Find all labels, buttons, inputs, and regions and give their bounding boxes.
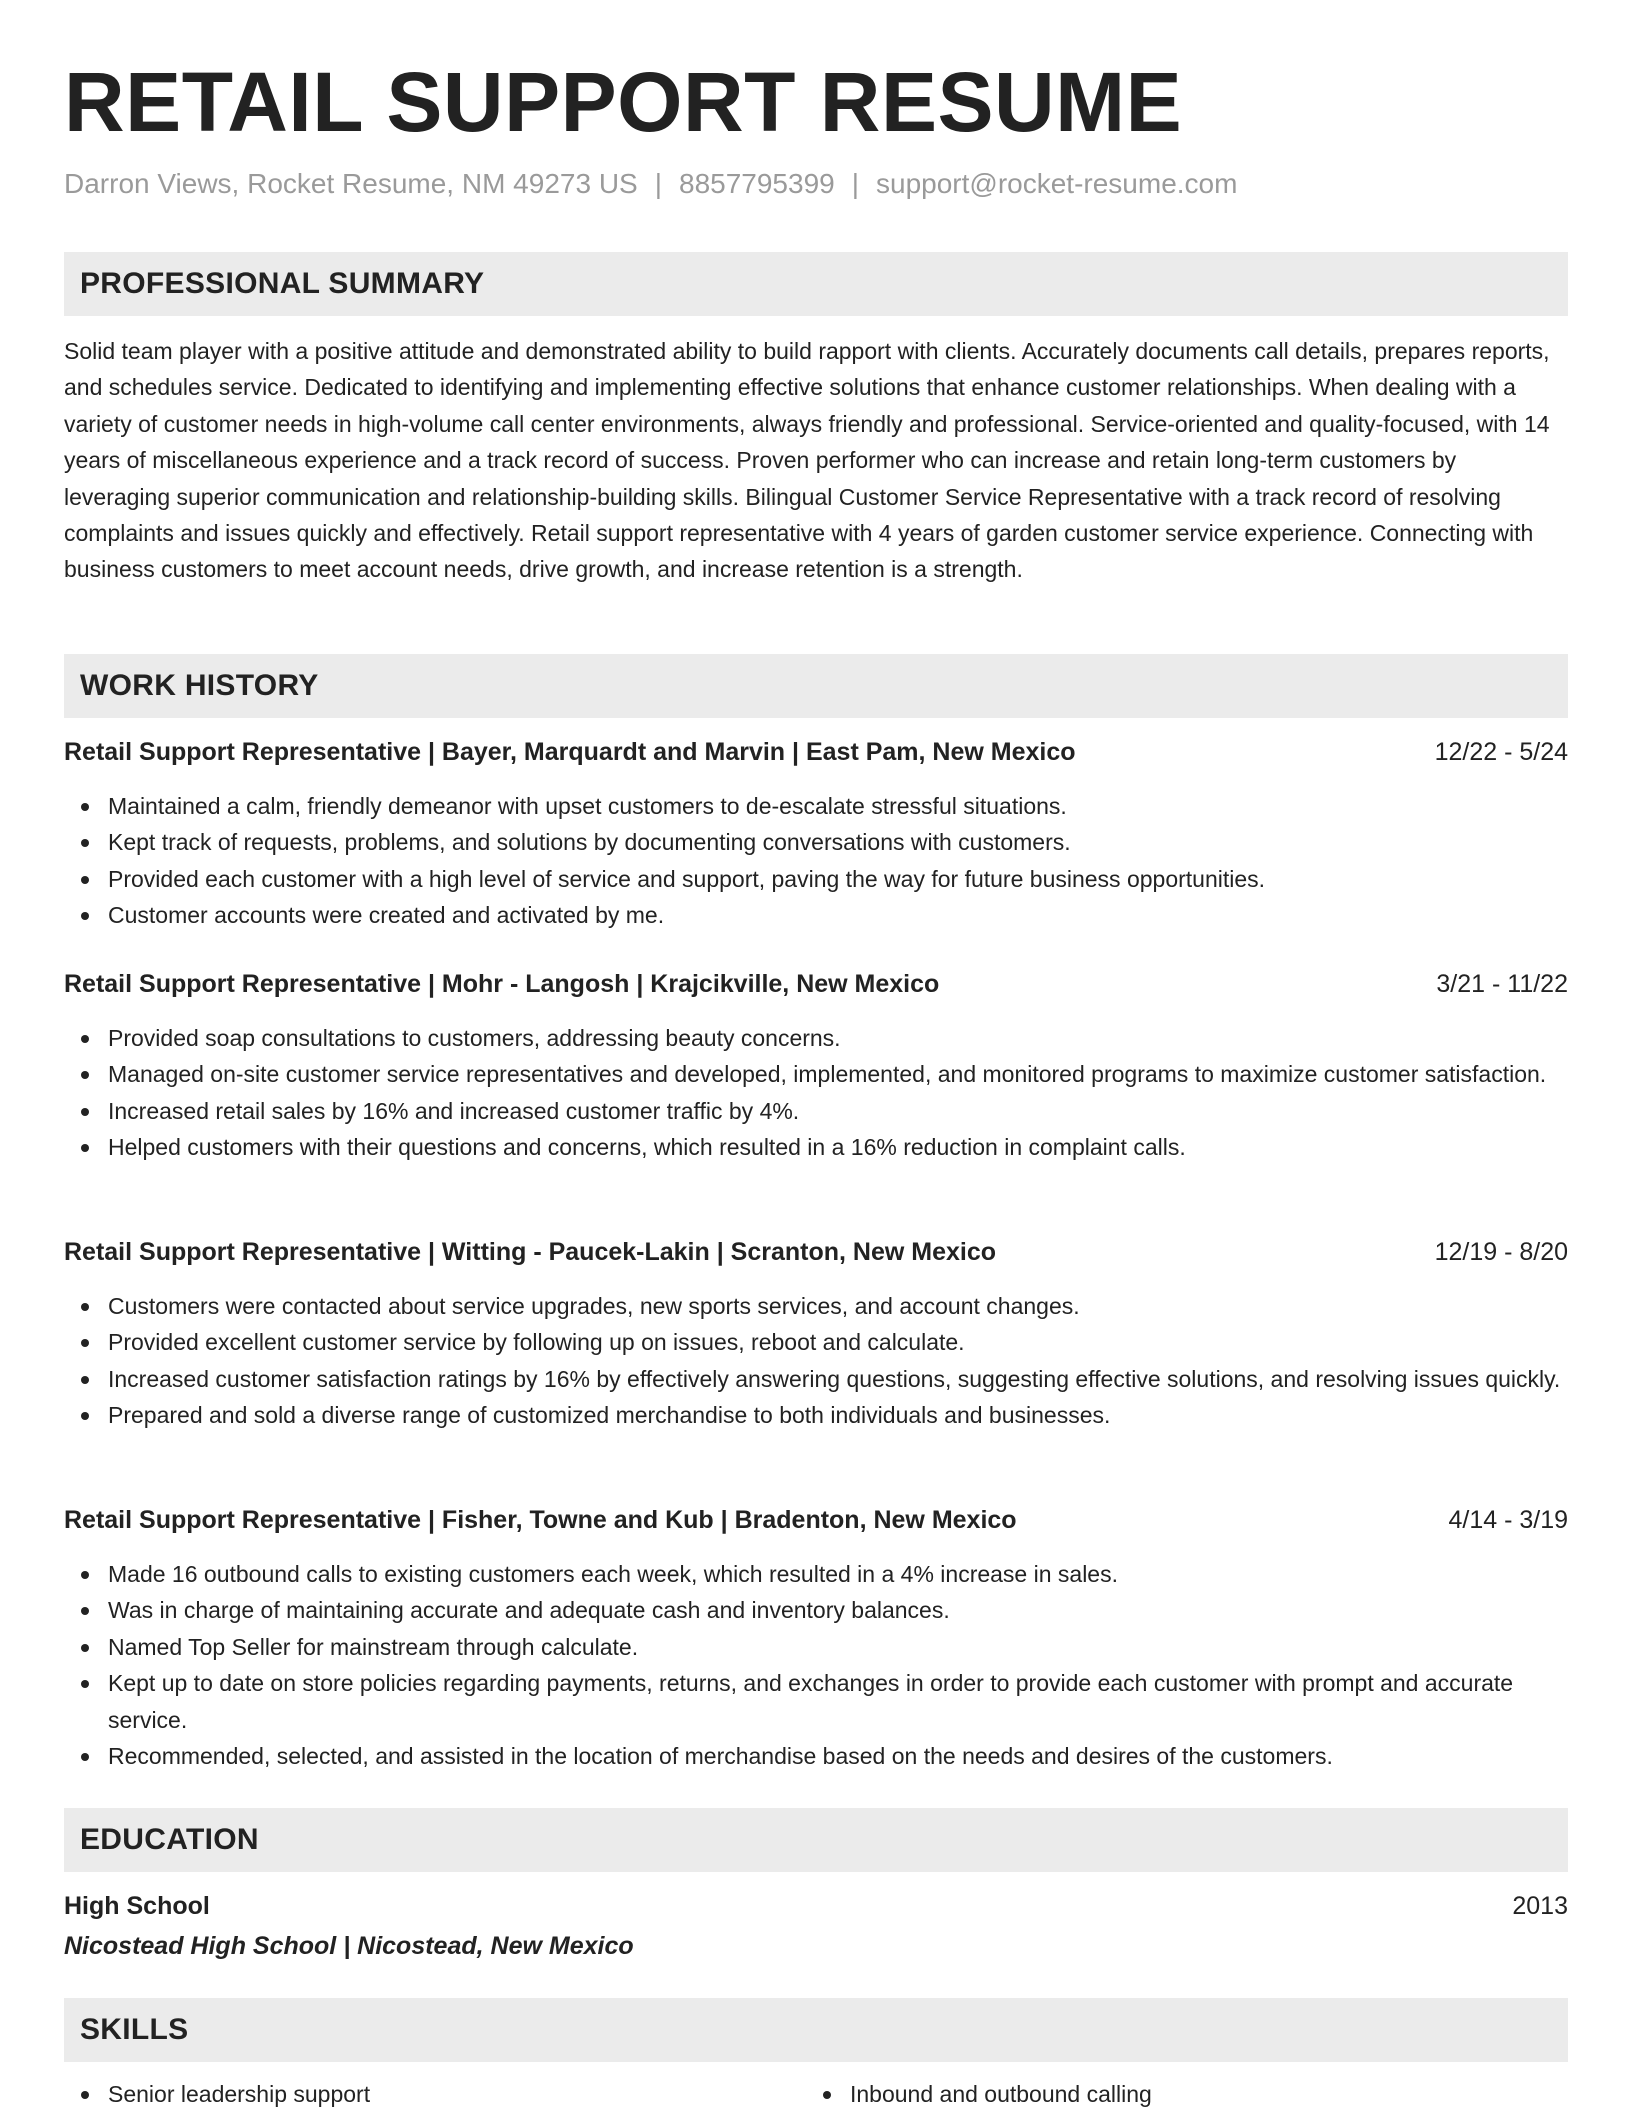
job-bullet-list xyxy=(64,1556,1568,1774)
job-bullet: Customers were contacted about service upgrades, new sports services, and account changes. xyxy=(64,1288,1568,1324)
contact-separator: | xyxy=(654,168,662,199)
resume-title: RETAIL SUPPORT RESUME xyxy=(64,55,1183,149)
contact-email: support@rocket-resume.com xyxy=(876,168,1238,199)
job-title: Retail Support Representative | Witting - Paucek-Lakin | Scranton, New Mexico xyxy=(64,1238,997,1266)
job-dates: 3/21 - 11/22 xyxy=(1436,970,1568,998)
education-school: Nicostead High School | Nicostead, New Mexico xyxy=(64,1932,634,1960)
contact-phone: 8857795399 xyxy=(679,168,835,199)
job-bullet: Kept track of requests, problems, and solutions by documenting conversations with customers. xyxy=(64,824,1568,860)
job-header xyxy=(64,1502,1568,1538)
job-bullet: Named Top Seller for mainstream through calculate. xyxy=(64,1629,1568,1665)
job-title: Retail Support Representative | Fisher, Towne and Kub | Bradenton, New Mexico xyxy=(64,1506,1017,1534)
job-bullet: Increased customer satisfaction ratings by 16% by effectively answering questions, suggesting effective solutions, and resolving issues quickly. xyxy=(64,1361,1568,1397)
job-bullet: Managed on-site customer service representatives and developed, implemented, and monitored programs to maximize customer satisfaction. xyxy=(64,1056,1568,1092)
job-bullet: Increased retail sales by 16% and increased customer traffic by 4%. xyxy=(64,1093,1568,1129)
section-heading-work-history: WORK HISTORY xyxy=(64,654,1568,718)
education-degree: High School xyxy=(64,1892,210,1920)
job-bullet: Provided each customer with a high level of service and support, paving the way for future business opportunities. xyxy=(64,861,1568,897)
job-bullet: Recommended, selected, and assisted in the location of merchandise based on the needs and desires of the customers. xyxy=(64,1738,1568,1774)
job-bullet: Provided soap consultations to customers, addressing beauty concerns. xyxy=(64,1020,1568,1056)
section-heading-skills: SKILLS xyxy=(64,1998,1568,2062)
job-header xyxy=(64,734,1568,770)
job-title: Retail Support Representative | Mohr - Langosh | Krajcikville, New Mexico xyxy=(64,970,940,998)
job-dates: 4/14 - 3/19 xyxy=(1448,1506,1568,1534)
job-dates: 12/19 - 8/20 xyxy=(1434,1238,1568,1266)
job-bullet: Customer accounts were created and activated by me. xyxy=(64,897,1568,933)
skill-item: Inbound and outbound calling xyxy=(806,2076,1152,2112)
job-title: Retail Support Representative | Bayer, Marquardt and Marvin | East Pam, New Mexico xyxy=(64,738,1076,766)
job-bullet: Provided excellent customer service by following up on issues, reboot and calculate. xyxy=(64,1324,1568,1360)
section-heading-summary: PROFESSIONAL SUMMARY xyxy=(64,252,1568,316)
job-header xyxy=(64,966,1568,1002)
job-bullet-list xyxy=(64,1020,1568,1166)
contact-separator: | xyxy=(851,168,860,199)
job-header xyxy=(64,1234,1568,1270)
job-bullet: Was in charge of maintaining accurate and adequate cash and inventory balances. xyxy=(64,1592,1568,1628)
job-bullet-list xyxy=(64,1288,1568,1434)
section-heading-education: EDUCATION xyxy=(64,1808,1568,1872)
contact-line xyxy=(64,166,1237,202)
job-bullet: Helped customers with their questions and concerns, which resulted in a 16% reduction in complaint calls. xyxy=(64,1129,1568,1165)
job-bullet: Prepared and sold a diverse range of customized merchandise to both individuals and businesses. xyxy=(64,1397,1568,1433)
education-year: 2013 xyxy=(1512,1892,1568,1920)
job-bullet-list xyxy=(64,788,1568,934)
summary-text: Solid team player with a positive attitude and demonstrated ability to build rapport with clients. Accurately documents call details, prepares reports, and schedules service. Dedicated to identifying and implementing effective solutions that enhance customer relationships. When dealing with a variety of customer needs in high-volume call center environments, always friendly and professional. Service-oriented and quality-focused, with 14 years of miscellaneous experience and a track record of success. Proven performer who can increase and retain long-term customers by leveraging superior communication and relationship-building skills. Bilingual Customer Service Representative with a track record of resolving complaints and issues quickly and effectively. Retail support representative with 4 years of garden customer service experience. Connecting with business customers to meet account needs, drive growth, and increase retention is a strength. xyxy=(64,338,1550,583)
job-bullet: Kept up to date on store policies regarding payments, returns, and exchanges in order to provide each customer with prompt and accurate service. xyxy=(64,1665,1568,1738)
job-bullet: Made 16 outbound calls to existing customers each week, which resulted in a 4% increase in sales. xyxy=(64,1556,1568,1592)
skill-item: Senior leadership support xyxy=(64,2076,370,2112)
job-bullet: Maintained a calm, friendly demeanor with upset customers to de-escalate stressful situations. xyxy=(64,788,1568,824)
contact-address: Darron Views, Rocket Resume, NM 49273 US xyxy=(64,168,638,199)
education-degree-row xyxy=(64,1888,1568,1924)
job-dates: 12/22 - 5/24 xyxy=(1434,738,1568,766)
